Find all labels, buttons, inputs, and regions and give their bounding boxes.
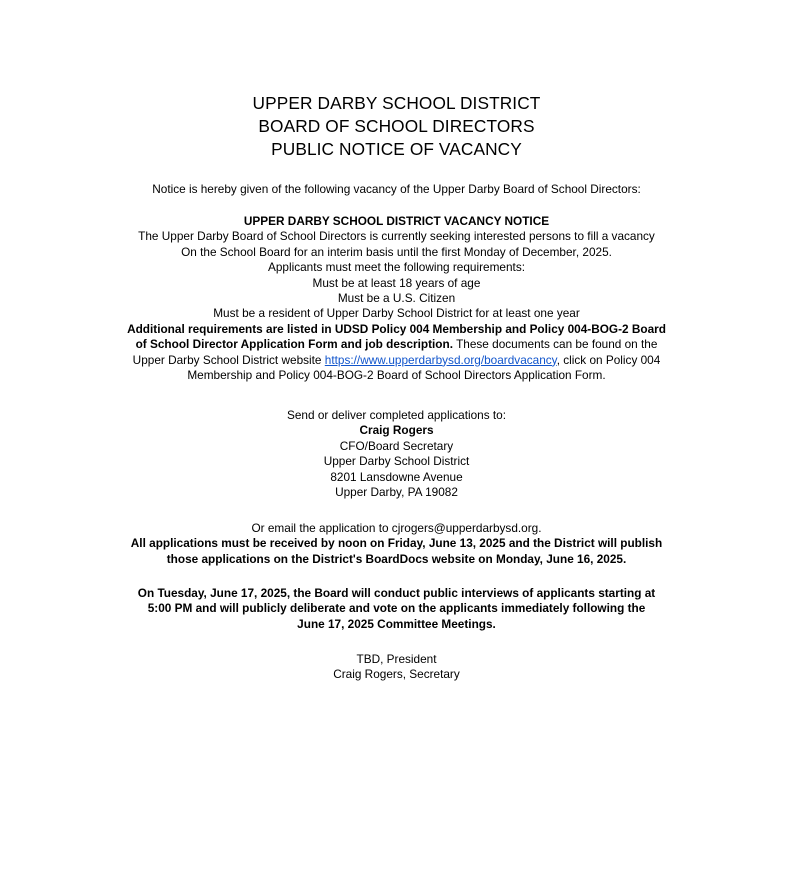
additional-requirements-line-1: Additional requirements are listed in UDSD Policy 004 Membership and Policy 004-BOG-2 Board [127, 321, 666, 336]
vacancy-line-3: Applicants must meet the following requirements: [267, 260, 526, 275]
signature-president: TBD, President [356, 652, 437, 666]
vacancy-notice [0, 214, 793, 383]
additional-requirements-line-4: Membership and Policy 004-BOG-2 Board of School Directors Application Form. [187, 368, 606, 383]
intro-paragraph: Notice is hereby given of the following vacancy of the Upper Darby Board of School Directors: [152, 182, 641, 196]
signature-block [0, 652, 793, 683]
signature-secretary: Craig Rogers, Secretary [333, 667, 460, 682]
additional-requirements-line-2 [0, 337, 793, 352]
send-applications-section [0, 408, 793, 500]
interviews-line-3: June 17, 2025 Committee Meetings. [297, 616, 496, 631]
send-lead: Send or deliver completed applications to: [286, 408, 507, 422]
contact-name: Craig Rogers [359, 423, 434, 438]
title-line-district: UPPER DARBY SCHOOL DISTRICT [252, 93, 541, 113]
vacancy-line-1: The Upper Darby Board of School Directors is currently seeking interested persons to fill a vacancy [138, 229, 655, 244]
email-line: Or email the application to cjrogers@upperdarbysd.org. [251, 521, 542, 535]
interviews-section [0, 586, 793, 632]
contact-city: Upper Darby, PA 19082 [335, 485, 458, 500]
deadline-line-1: All applications must be received by noon on Friday, June 13, 2025 and the District will publish [130, 536, 663, 551]
additional-requirements-tail: These documents can be found on the [453, 337, 658, 352]
title-line-board: BOARD OF SCHOOL DIRECTORS [258, 116, 535, 136]
vacancy-notice-heading: UPPER DARBY SCHOOL DISTRICT VACANCY NOTICE [243, 214, 550, 228]
email-section [0, 521, 793, 567]
interviews-line-1: On Tuesday, June 17, 2025, the Board will conduct public interviews of applicants starting at [137, 586, 656, 600]
vacancy-line-2: On the School Board for an interim basis until the first Monday of December, 2025. [181, 244, 612, 259]
deadline-line-2: those applications on the District's BoardDocs website on Monday, June 16, 2025. [166, 551, 627, 566]
requirement-age: Must be at least 18 years of age [312, 275, 481, 290]
website-lead: Upper Darby School District website [132, 352, 325, 367]
contact-title: CFO/Board Secretary [339, 438, 454, 453]
notice-title [0, 92, 793, 161]
board-vacancy-link[interactable]: https://www.upperdarbysd.org/boardvacancy [324, 352, 557, 367]
website-tail: , click on Policy 004 [556, 352, 661, 367]
additional-requirements-bold: of School Director Application Form and job description. [135, 337, 454, 352]
interviews-line-2: 5:00 PM and will publicly deliberate and vote on the applicants immediately following the [147, 601, 646, 616]
additional-requirements-line-3 [0, 353, 793, 368]
requirement-citizen: Must be a U.S. Citizen [337, 291, 456, 306]
requirement-residency: Must be a resident of Upper Darby School District for at least one year [213, 306, 580, 321]
contact-street: 8201 Lansdowne Avenue [330, 469, 463, 484]
contact-organization: Upper Darby School District [323, 454, 470, 469]
title-line-notice: PUBLIC NOTICE OF VACANCY [271, 139, 522, 159]
